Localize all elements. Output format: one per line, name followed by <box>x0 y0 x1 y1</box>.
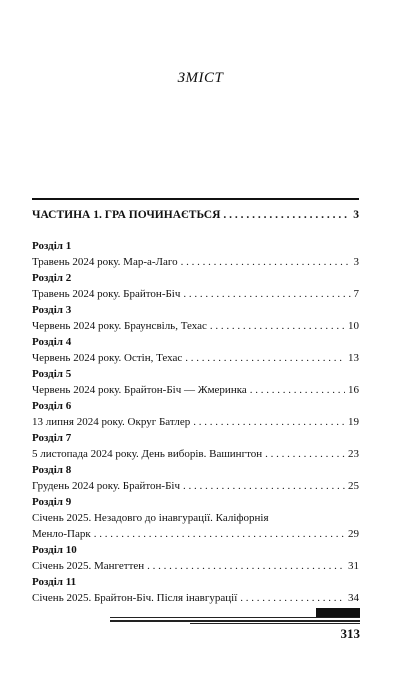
entry-title: Січень 2025. Брайтон-Біч. Після інавгурації <box>32 592 238 604</box>
entry-page: 16 <box>348 384 359 396</box>
section-heading: Розділ 3 <box>32 304 72 316</box>
leader-dots <box>183 287 350 301</box>
section-heading: Розділ 4 <box>32 336 72 348</box>
top-rule <box>32 198 359 200</box>
section-heading: Розділ 9 <box>32 496 72 508</box>
footer-decor-lines <box>110 617 360 629</box>
entry-title-line: Січень 2025. Незадовго до інавгурації. Каліфорнія <box>32 512 269 524</box>
toc-entry[interactable] <box>32 447 359 461</box>
toc-entry[interactable] <box>32 527 359 541</box>
entry-title: Червень 2024 року. Браунсвіль, Техас <box>32 320 207 332</box>
entry-page: 10 <box>348 320 359 332</box>
toc-entry[interactable] <box>32 591 359 605</box>
leader-dots <box>265 447 345 461</box>
leader-dots <box>94 527 345 541</box>
toc-entry[interactable] <box>32 559 359 573</box>
leader-dots <box>193 415 345 429</box>
entry-title: 13 липня 2024 року. Округ Батлер <box>32 416 191 428</box>
entry-page: 25 <box>348 480 359 492</box>
entry-page: 3 <box>353 256 359 268</box>
section-heading: Розділ 6 <box>32 400 72 412</box>
leader-dots <box>185 351 345 365</box>
footer-line <box>190 623 360 624</box>
entry-title: Травень 2024 року. Брайтон-Біч <box>32 288 181 300</box>
leader-dots <box>183 479 345 493</box>
leader-dots <box>210 319 345 333</box>
entry-page: 7 <box>353 288 359 300</box>
entry-page: 19 <box>348 416 359 428</box>
leader-dots <box>147 559 345 573</box>
section-heading: Розділ 1 <box>32 240 72 252</box>
leader-dots <box>223 208 350 222</box>
part-page: 3 <box>353 209 359 221</box>
toc-entry[interactable] <box>32 383 359 397</box>
footer-line <box>110 620 360 622</box>
section-heading: Розділ 8 <box>32 464 72 476</box>
entry-page: 34 <box>348 592 359 604</box>
entry-title: Грудень 2024 року. Брайтон-Біч <box>32 480 181 492</box>
footer-line <box>110 617 360 618</box>
entry-title: Менло-Парк <box>32 528 91 540</box>
entry-title: 5 листопада 2024 року. День виборів. Вашингтон <box>32 448 263 460</box>
entry-page: 23 <box>348 448 359 460</box>
part-label: ЧАСТИНА 1. ГРА ПОЧИНАЄТЬСЯ <box>32 209 221 221</box>
section-heading: Розділ 10 <box>32 544 77 556</box>
toc-entry[interactable] <box>32 319 359 333</box>
leader-dots <box>250 383 345 397</box>
leader-dots <box>181 255 351 269</box>
page-number: 313 <box>340 626 360 641</box>
entry-page: 31 <box>348 560 359 572</box>
section-heading: Розділ 5 <box>32 368 72 380</box>
entry-title: Січень 2025. Мангеттен <box>32 560 145 572</box>
section-heading: Розділ 2 <box>32 272 72 284</box>
toc-entry[interactable] <box>32 351 359 365</box>
toc-entry[interactable] <box>32 479 359 493</box>
entry-title: Червень 2024 року. Остін, Техас <box>32 352 183 364</box>
entry-title: Травень 2024 року. Мар-а-Лаго <box>32 256 178 268</box>
toc-entry[interactable] <box>32 415 359 429</box>
toc-entry[interactable] <box>32 255 359 269</box>
toc-title: ЗМІСТ <box>177 70 224 86</box>
toc-entry[interactable] <box>32 287 359 301</box>
part-entry[interactable] <box>32 208 359 222</box>
section-heading: Розділ 11 <box>32 576 77 588</box>
entry-page: 29 <box>348 528 359 540</box>
leader-dots <box>240 591 345 605</box>
entry-page: 13 <box>348 352 359 364</box>
entry-title: Червень 2024 року. Брайтон-Біч — Жмеринка <box>32 384 247 396</box>
section-heading: Розділ 7 <box>32 432 72 444</box>
